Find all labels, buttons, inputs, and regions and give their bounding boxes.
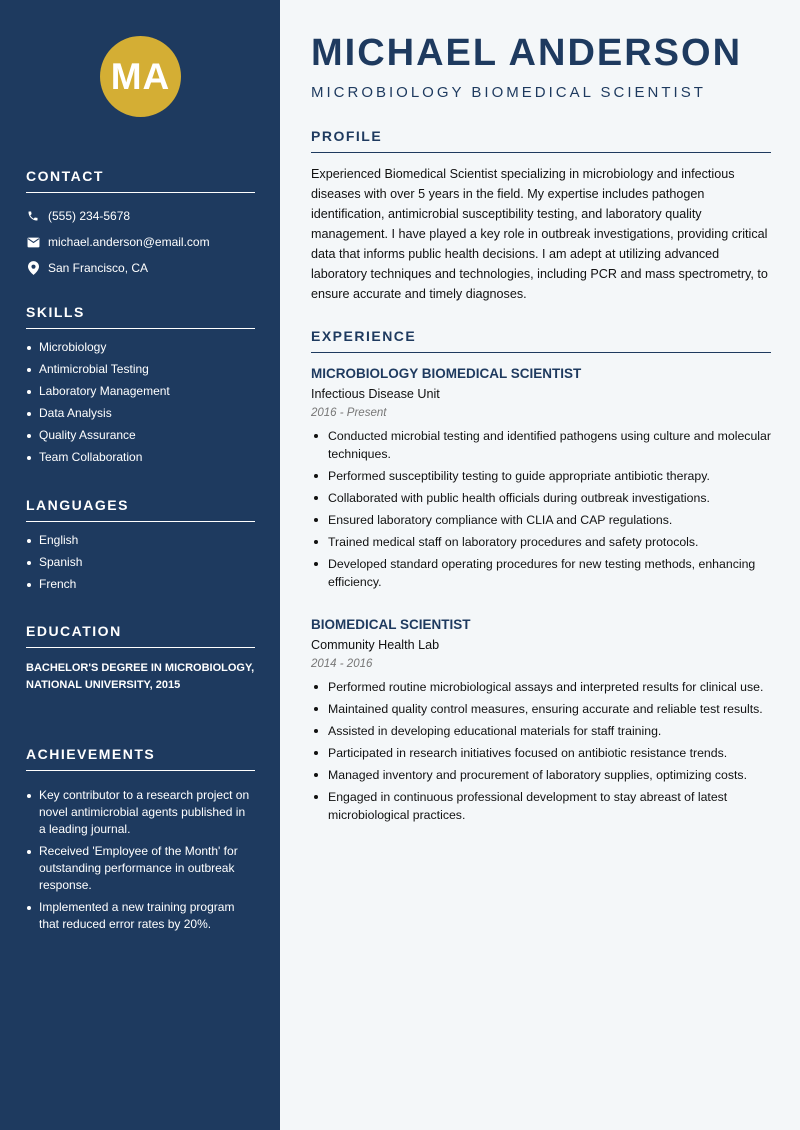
languages-section <box>26 497 255 598</box>
contact-phone <box>26 203 255 229</box>
job-bullets <box>311 427 771 591</box>
language-item: Spanish <box>26 554 255 571</box>
education-heading: EDUCATION <box>26 623 255 648</box>
contact-email <box>26 229 255 255</box>
job-bullet: Developed standard operating procedures for new testing methods, enhancing efficiency. <box>311 555 771 591</box>
location-pin-icon <box>26 261 40 275</box>
education-section <box>26 623 255 694</box>
job-company: Community Health Lab <box>311 638 440 652</box>
skills-heading: SKILLS <box>26 304 255 329</box>
achievements-section <box>26 746 255 938</box>
job-entry <box>311 366 771 595</box>
candidate-name: MICHAEL ANDERSON <box>311 32 743 74</box>
candidate-title: MICROBIOLOGY BIOMEDICAL SCIENTIST <box>311 84 706 101</box>
job-bullet: Trained medical staff on laboratory procedures and safety protocols. <box>311 533 771 551</box>
phone-text[interactable]: (555) 234-5678 <box>48 209 131 223</box>
skills-list <box>26 339 255 466</box>
experience-heading: EXPERIENCE <box>311 328 771 353</box>
achievements-list <box>26 787 255 933</box>
skill-item: Microbiology <box>26 339 255 356</box>
job-bullets <box>311 678 771 824</box>
job-bullet: Maintained quality control measures, ensuring accurate and reliable test results. <box>311 700 771 718</box>
job-dates: 2014 - 2016 <box>311 658 373 670</box>
job-bullet: Assisted in developing educational materials for staff training. <box>311 722 771 740</box>
job-title: BIOMEDICAL SCIENTIST <box>311 617 471 632</box>
language-item: French <box>26 576 255 593</box>
contact-section <box>26 168 255 281</box>
profile-text: Experienced Biomedical Scientist specializing in microbiology and infectious diseases with over 5 years in the field. My expertise includes pathogen identification, antimicrobial susceptibility testing, and laboratory quality management. I have played a key role in outbreak investigations, providing critical data that informs public health decisions. I am adept at utilizing advanced laboratory techniques and technologies, including PCR and mass spectrometry, to ensure accurate and timely diagnoses. <box>311 167 768 301</box>
job-bullet: Collaborated with public health officials during outbreak investigations. <box>311 489 771 507</box>
contact-heading: CONTACT <box>26 168 255 193</box>
skill-item: Laboratory Management <box>26 383 255 400</box>
mail-icon <box>26 235 40 249</box>
languages-list <box>26 532 255 593</box>
skill-item: Team Collaboration <box>26 449 255 466</box>
skill-item: Antimicrobial Testing <box>26 361 255 378</box>
achievement-item: Received 'Employee of the Month' for outstanding performance in outbreak response. <box>26 843 255 894</box>
achievements-heading: ACHIEVEMENTS <box>26 746 255 771</box>
job-entry <box>311 617 771 828</box>
job-company: Infectious Disease Unit <box>311 387 440 401</box>
job-bullet: Conducted microbial testing and identified pathogens using culture and molecular techniques. <box>311 427 771 463</box>
skill-item: Data Analysis <box>26 405 255 422</box>
skills-section <box>26 304 255 471</box>
job-title: MICROBIOLOGY BIOMEDICAL SCIENTIST <box>311 366 582 381</box>
job-bullet: Participated in research initiatives focused on antibiotic resistance trends. <box>311 744 771 762</box>
contact-location <box>26 255 255 281</box>
sidebar <box>0 0 280 1130</box>
skill-item: Quality Assurance <box>26 427 255 444</box>
job-dates: 2016 - Present <box>311 407 387 419</box>
location-text: San Francisco, CA <box>48 261 149 275</box>
email-text[interactable]: michael.anderson@email.com <box>48 235 210 249</box>
job-bullet: Managed inventory and procurement of laboratory supplies, optimizing costs. <box>311 766 771 784</box>
language-item: English <box>26 532 255 549</box>
job-bullet: Engaged in continuous professional development to stay abreast of latest microbiological practices. <box>311 788 771 824</box>
job-bullet: Ensured laboratory compliance with CLIA and CAP regulations. <box>311 511 771 529</box>
contact-list <box>26 203 255 281</box>
job-bullet: Performed routine microbiological assays and interpreted results for clinical use. <box>311 678 771 696</box>
achievement-item: Key contributor to a research project on novel antimicrobial agents published in a leading journal. <box>26 787 255 838</box>
profile-heading: PROFILE <box>311 128 771 153</box>
phone-icon <box>26 209 40 223</box>
education-text: BACHELOR'S DEGREE IN MICROBIOLOGY, NATIONAL UNIVERSITY, 2015 <box>26 662 255 691</box>
avatar: MA <box>100 36 181 117</box>
achievement-item: Implemented a new training program that reduced error rates by 20%. <box>26 899 255 933</box>
job-bullet: Performed susceptibility testing to guide appropriate antibiotic therapy. <box>311 467 771 485</box>
languages-heading: LANGUAGES <box>26 497 255 522</box>
